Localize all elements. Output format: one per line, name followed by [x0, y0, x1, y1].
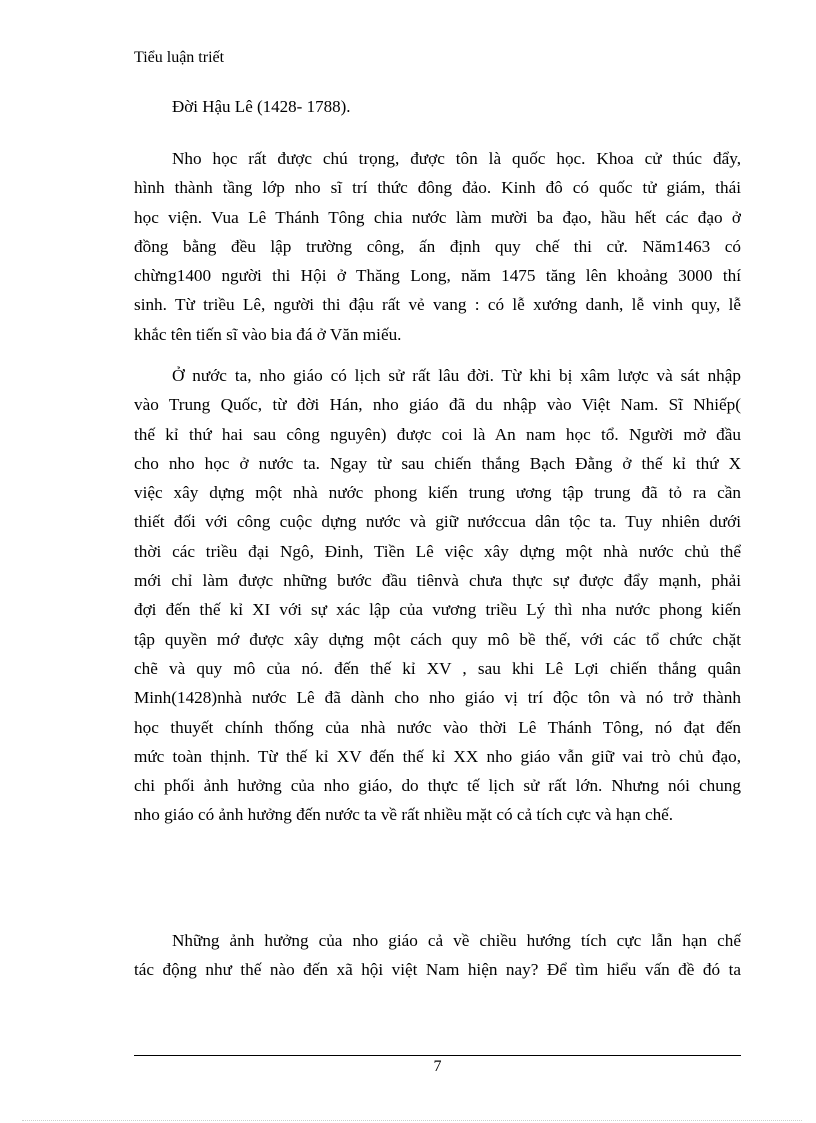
page-number: 7 [433, 1058, 442, 1075]
paragraph-line: vào Trung Quốc, từ đời Hán, nho giáo đã du nhập vào Việt Nam. Sĩ Nhiếp( [134, 395, 741, 415]
paragraph-line: thời các triều đại Ngô, Đinh, Tiền Lê việc xây dựng một nhà nước chủ thể [134, 541, 741, 561]
paragraph-line: Nho học rất được chú trọng, được tôn là quốc học. Khoa cử thúc đẩy, [172, 149, 741, 168]
paragraph-line: cho nho học ở nước ta. Ngay từ sau chiến thắng Bạch Đằng ở thế kỉ thứ X [134, 453, 741, 473]
paragraph-line: Những ảnh hưởng của nho giáo cả về chiều hướng tích cực lẫn hạn chế [172, 931, 741, 950]
paragraph-line: đồng bằng đều lập trường công, ấn định quy chế thi cử. Năm1463 có [134, 236, 741, 256]
paragraph-line: hình thành tầng lớp nho sĩ trí thức đông đảo. Kinh đô có quốc tử giám, thái [134, 178, 741, 198]
paragraph-line: chẽ và quy mô của nó. đến thế kỉ XV , sau khi Lê Lợi chiến thắng quân [134, 658, 741, 678]
paragraph-line: học thuyết chính thống của nhà nước vào thời Lê Thánh Tông, nó đạt đến [134, 717, 741, 737]
paragraph-line: thiết đối với công cuộc dựng nước và giữ nướccua dân tộc ta. Tuy nhiên dưới [134, 512, 741, 532]
section-title: Đời Hậu Lê (1428- 1788). [172, 97, 351, 116]
paragraph-line: học viện. Vua Lê Thánh Tông chia nước làm mười ba đạo, hầu hết các đạo ở [134, 207, 741, 227]
paragraph-line: Minh(1428)nhà nước Lê đã dành cho nho giáo vị trí độc tôn và nó trở thành [134, 688, 741, 708]
paragraph-line: mới chỉ làm được những bước đầu tiênvà chưa thực sự được đẩy mạnh, phải [134, 571, 741, 591]
paragraph-line: thế kỉ thứ hai sau công nguyên) được coi là An nam học tổ. Người mở đầu [134, 424, 741, 444]
page-header: Tiểu luận triết [134, 49, 225, 66]
paragraph-line: sinh. Từ triều Lê, người thi đậu rất vẻ vang : có lễ xướng danh, lễ vinh quy, lễ [134, 295, 741, 315]
paragraph-line: việc xây dựng một nhà nước phong kiến trung ương tập trung đã tỏ ra cần [134, 483, 741, 503]
paragraph-1 [134, 144, 741, 349]
page-bottom-edge [22, 1120, 802, 1121]
paragraph-line: chừng1400 người thi Hội ở Thăng Long, năm 1475 tăng lên khoảng 3000 thí [134, 266, 741, 286]
paragraph-2 [134, 361, 741, 830]
paragraph-line: đợi đến thế kỉ XI với sự xác lập của vương triều Lý thì nha nước phong kiến [134, 600, 741, 620]
footer-divider [134, 1055, 741, 1056]
paragraph-3 [134, 926, 741, 985]
paragraph-line: khắc tên tiến sĩ vào bia đá ở Văn miếu. [134, 324, 402, 344]
paragraph-line: chi phối ảnh hưởng của nho giáo, do thực tế lịch sử rất lớn. Nhưng nói chung [134, 776, 741, 796]
paragraph-line: tác động như thế nào đến xã hội việt Nam hiện nay? Để tìm hiểu vấn đề đó ta [134, 960, 741, 980]
paragraph-line: mức toàn thịnh. Từ thế kỉ XV đến thế kỉ XX nho giáo vẫn giữ vai trò chủ đạo, [134, 746, 741, 766]
paragraph-line: Ở nước ta, nho giáo có lịch sử rất lâu đời. Từ khi bị xâm lược và sát nhập [172, 366, 741, 385]
paragraph-line: nho giáo có ảnh hưởng đến nước ta về rất nhiều mặt có cả tích cực và hạn chế. [134, 805, 674, 825]
paragraph-line: tập quyền mớ được xây dựng một cách quy mô bề thế, với các tổ chức chặt [134, 629, 741, 649]
